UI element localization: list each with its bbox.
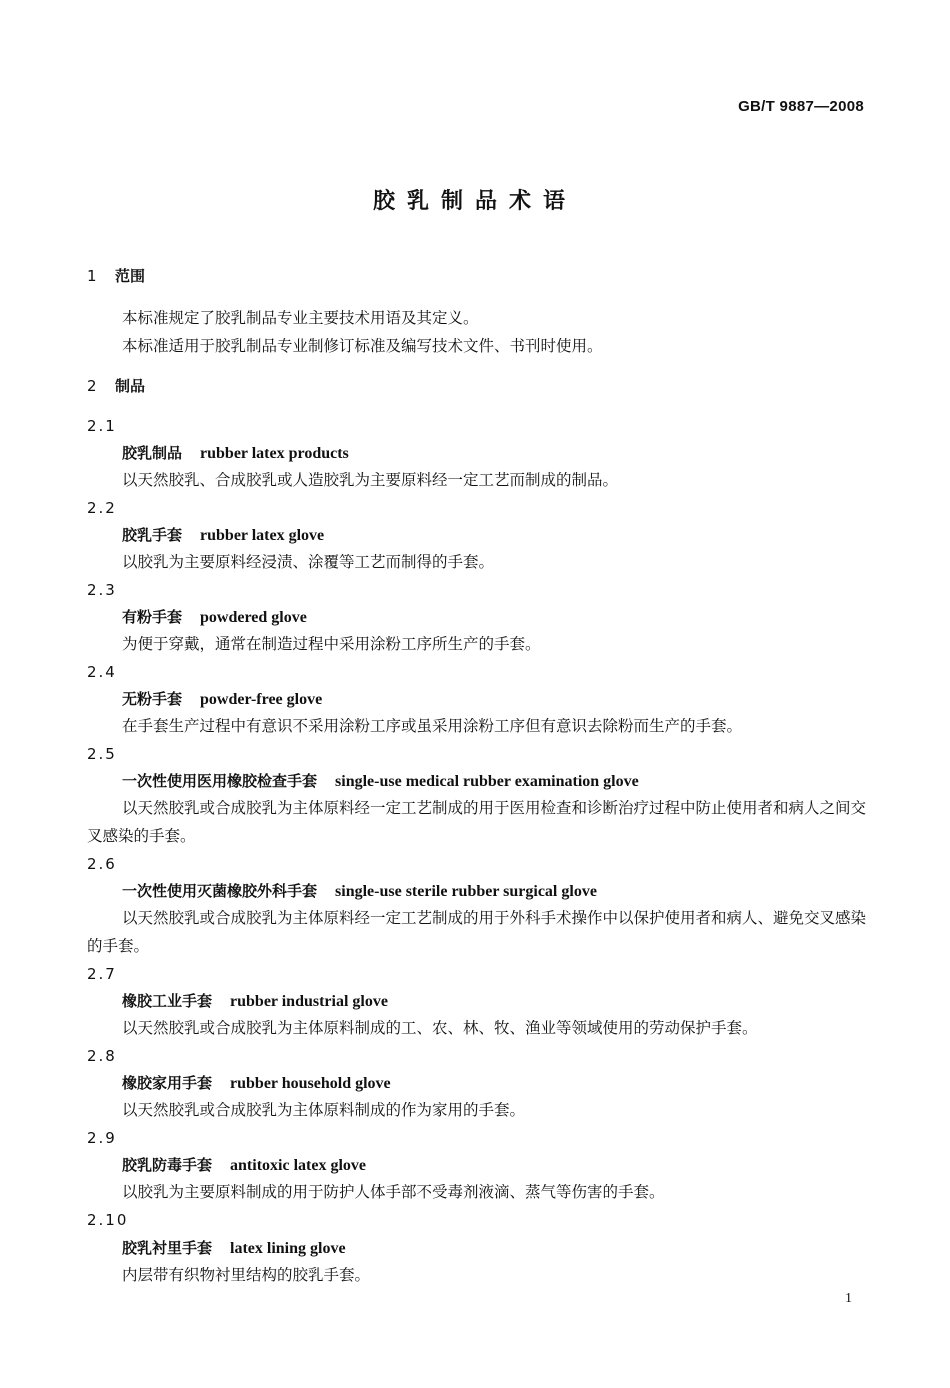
term-number: 2.1 — [87, 417, 117, 435]
term-zh: 橡胶工业手套 — [122, 992, 213, 1010]
term-heading — [122, 689, 322, 710]
term-definition: 以胶乳为主要原料经浸渍、涂覆等工艺而制得的手套。 — [122, 553, 495, 571]
term-definition: 以胶乳为主要原料制成的用于防护人体手部不受毒剂液滴、蒸气等伤害的手套。 — [122, 1183, 665, 1201]
section-number: 2 — [87, 377, 97, 395]
term-en: powdered glove — [200, 609, 307, 626]
term-number: 2.4 — [87, 663, 117, 681]
term-zh: 胶乳防毒手套 — [122, 1156, 213, 1174]
term-heading — [122, 1073, 391, 1094]
term-en: single-use sterile rubber surgical glove — [335, 883, 597, 900]
term-definition: 以天然胶乳或合成胶乳为主体原料制成的作为家用的手套。 — [122, 1101, 526, 1119]
section-title: 制品 — [115, 377, 146, 395]
term-zh: 胶乳衬里手套 — [122, 1239, 213, 1257]
term-definition: 以天然胶乳、合成胶乳或人造胶乳为主要原料经一定工艺而制成的制品。 — [122, 471, 619, 489]
term-definition: 为便于穿戴，通常在制造过程中采用涂粉工序所生产的手套。 — [122, 635, 541, 653]
term-number: 2.5 — [87, 745, 117, 763]
term-definition: 内层带有织物衬里结构的胶乳手套。 — [122, 1266, 371, 1284]
term-heading — [122, 1238, 346, 1259]
term-zh: 胶乳手套 — [122, 526, 183, 544]
term-heading — [122, 771, 639, 792]
term-zh: 橡胶家用手套 — [122, 1074, 213, 1092]
document-title: 胶乳制品术语 — [372, 189, 577, 214]
term-definition: 以天然胶乳或合成胶乳为主体原料制成的工、农、林、牧、渔业等领域使用的劳动保护手套。 — [122, 1019, 758, 1037]
term-zh: 一次性使用灭菌橡胶外科手套 — [122, 882, 318, 900]
section-heading-products — [87, 376, 145, 396]
section-title: 范围 — [115, 267, 146, 285]
term-heading — [122, 881, 597, 902]
page-number: 1 — [845, 1291, 852, 1306]
term-heading — [122, 443, 349, 464]
term-definition: 以天然胶乳或合成胶乳为主体原料经一定工艺制成的用于外科手术操作中以保护使用者和病人、避免交叉感染的手套。 — [87, 909, 867, 955]
term-en: antitoxic latex glove — [230, 1157, 366, 1174]
term-number: 2.2 — [87, 499, 117, 517]
standard-code: GB/T 9887—2008 — [738, 98, 864, 115]
term-number: 2.9 — [87, 1129, 117, 1147]
term-number: 2.8 — [87, 1047, 117, 1065]
term-en: single-use medical rubber examination glove — [335, 773, 639, 790]
term-en: rubber latex products — [200, 445, 349, 462]
term-definition: 以天然胶乳或合成胶乳为主体原料经一定工艺制成的用于医用检查和诊断治疗过程中防止使用者和病人之间交叉感染的手套。 — [87, 799, 867, 845]
term-number: 2.10 — [87, 1211, 129, 1229]
term-en: rubber industrial glove — [230, 993, 388, 1010]
term-en: powder-free glove — [200, 691, 323, 708]
paragraph: 本标准适用于胶乳制品专业制修订标准及编写技术文件、书刊时使用。 — [122, 337, 603, 355]
term-definition: 在手套生产过程中有意识不采用涂粉工序或虽采用涂粉工序但有意识去除粉而生产的手套。 — [122, 717, 743, 735]
term-en: latex lining glove — [230, 1240, 346, 1257]
term-number: 2.7 — [87, 965, 117, 983]
term-zh: 有粉手套 — [122, 608, 183, 626]
term-heading — [122, 607, 307, 628]
term-heading — [122, 1155, 366, 1176]
term-number: 2.3 — [87, 581, 117, 599]
section-number: 1 — [87, 267, 97, 285]
term-heading — [122, 525, 324, 546]
term-en: rubber household glove — [230, 1075, 391, 1092]
term-en: rubber latex glove — [200, 527, 325, 544]
term-zh: 无粉手套 — [122, 690, 183, 708]
term-heading — [122, 991, 388, 1012]
term-zh: 胶乳制品 — [122, 444, 183, 462]
term-number: 2.6 — [87, 855, 117, 873]
paragraph: 本标准规定了胶乳制品专业主要技术用语及其定义。 — [122, 309, 479, 327]
section-heading-scope — [87, 266, 145, 286]
term-zh: 一次性使用医用橡胶检查手套 — [122, 772, 318, 790]
